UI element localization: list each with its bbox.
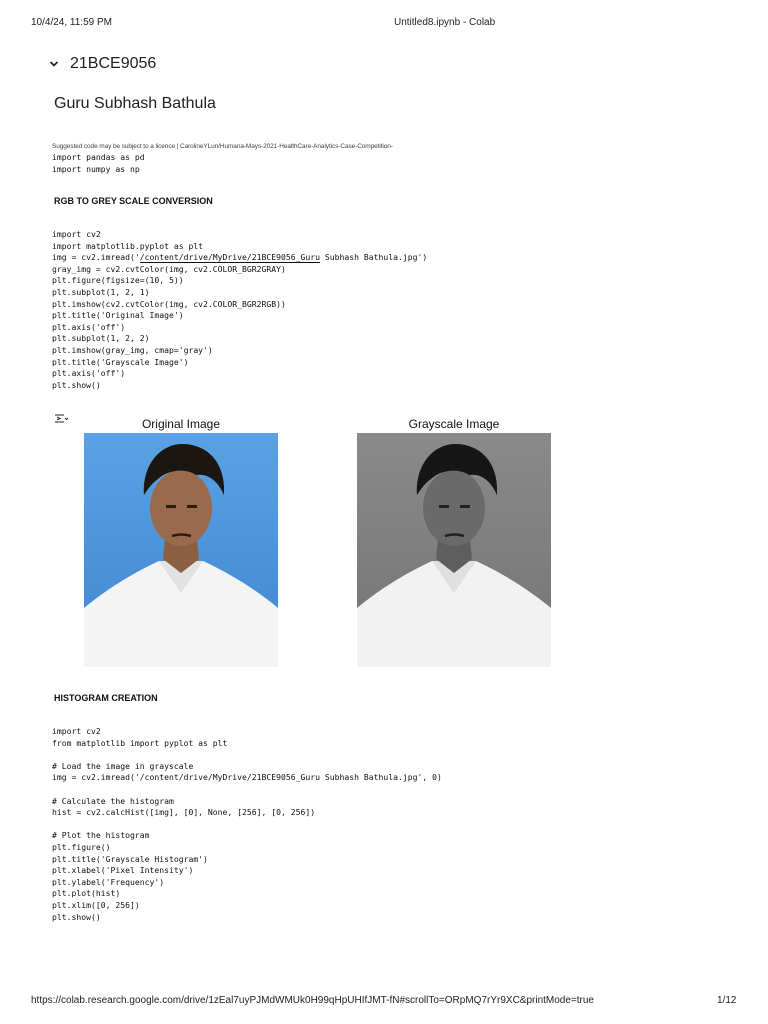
grayscale-image-title: Grayscale Image (408, 417, 500, 431)
code-line: plt.axis('off') (52, 321, 126, 332)
code-line: plt.plot(hist) (52, 888, 121, 899)
code-line: # Plot the histogram (52, 830, 150, 841)
original-image (84, 433, 278, 667)
code-line: import matplotlib.pyplot as plt (52, 240, 204, 251)
code-line: # Calculate the histogram (52, 795, 174, 806)
code-cell-histogram[interactable] (52, 726, 442, 923)
code-line: plt.axis('off') (52, 368, 126, 379)
print-datetime: 10/4/24, 11:59 PM (31, 17, 112, 28)
output-settings-icon[interactable] (54, 412, 69, 425)
code-line: plt.title('Original Image') (52, 310, 184, 321)
code-line: import pandas as pd (52, 152, 145, 162)
code-line: gray_img = cv2.cvtColor(img, cv2.COLOR_BGR2GRAY) (52, 263, 286, 274)
code-line: plt.imshow(gray_img, cmap='gray') (52, 344, 213, 355)
page-number: 1/12 (717, 995, 737, 1006)
code-line: import numpy as np (52, 163, 140, 174)
code-cell-grayscale[interactable] (52, 229, 427, 391)
code-line: plt.xlabel('Pixel Intensity') (52, 865, 194, 876)
code-line: plt.xlim([0, 256]) (52, 899, 140, 910)
code-line: img = cv2.imread(' (52, 252, 140, 263)
code-line: plt.subplot(1, 2, 1) (52, 286, 150, 297)
print-url: https://colab.research.google.com/drive/1zEal7uyPJMdWMUk0H99qHpUHIfJMT-fN#scrollTo=ORpMQ7rYr9XC&printMode=true (31, 995, 594, 1006)
code-line: plt.show() (52, 379, 101, 390)
code-line: hist = cv2.calcHist([img], [0], None, [256], [0, 256]) (52, 807, 316, 818)
code-line: import cv2 (52, 229, 101, 239)
code-line: plt.title('Grayscale Image') (52, 356, 189, 367)
code-line: plt.subplot(1, 2, 2) (52, 333, 150, 344)
section-title: 21BCE9056 (70, 55, 157, 72)
chevron-down-icon[interactable] (48, 58, 60, 70)
author-name: Guru Subhash Bathula (54, 95, 216, 112)
code-line: Subhash Bathula.jpg') (320, 252, 428, 263)
code-line: plt.imshow(cv2.cvtColor(img, cv2.COLOR_BGR2RGB)) (52, 298, 286, 309)
license-note[interactable]: Suggested code may be subject to a licence | CarolineYLun/Humana-Mays-2021-HealthCare-Analytics-Case-Competition- (52, 143, 393, 150)
grayscale-image (357, 433, 551, 667)
code-line: img = cv2.imread('/content/drive/MyDrive/21BCE9056_Guru Subhash Bathula.jpg', 0) (52, 772, 442, 783)
original-image-title: Original Image (141, 417, 221, 431)
code-line: plt.title('Grayscale Histogram') (52, 853, 208, 864)
heading-histogram-creation: HISTOGRAM CREATION (54, 693, 158, 703)
code-line: # Load the image in grayscale (52, 760, 194, 771)
code-line: plt.ylabel('Frequency') (52, 876, 165, 887)
heading-rgb-to-grey: RGB TO GREY SCALE CONVERSION (54, 196, 213, 206)
code-line: plt.figure() (52, 841, 111, 852)
code-line: plt.figure(figsize=(10, 5)) (52, 275, 184, 286)
code-line: plt.show() (52, 911, 101, 922)
print-title: Untitled8.ipynb - Colab (394, 17, 496, 28)
code-line: import cv2 (52, 726, 101, 736)
code-cell-imports[interactable] (52, 152, 145, 175)
code-line: from matplotlib import pyplot as plt (52, 737, 228, 748)
file-path-link[interactable]: /content/drive/MyDrive/21BCE9056_Guru (139, 252, 321, 263)
